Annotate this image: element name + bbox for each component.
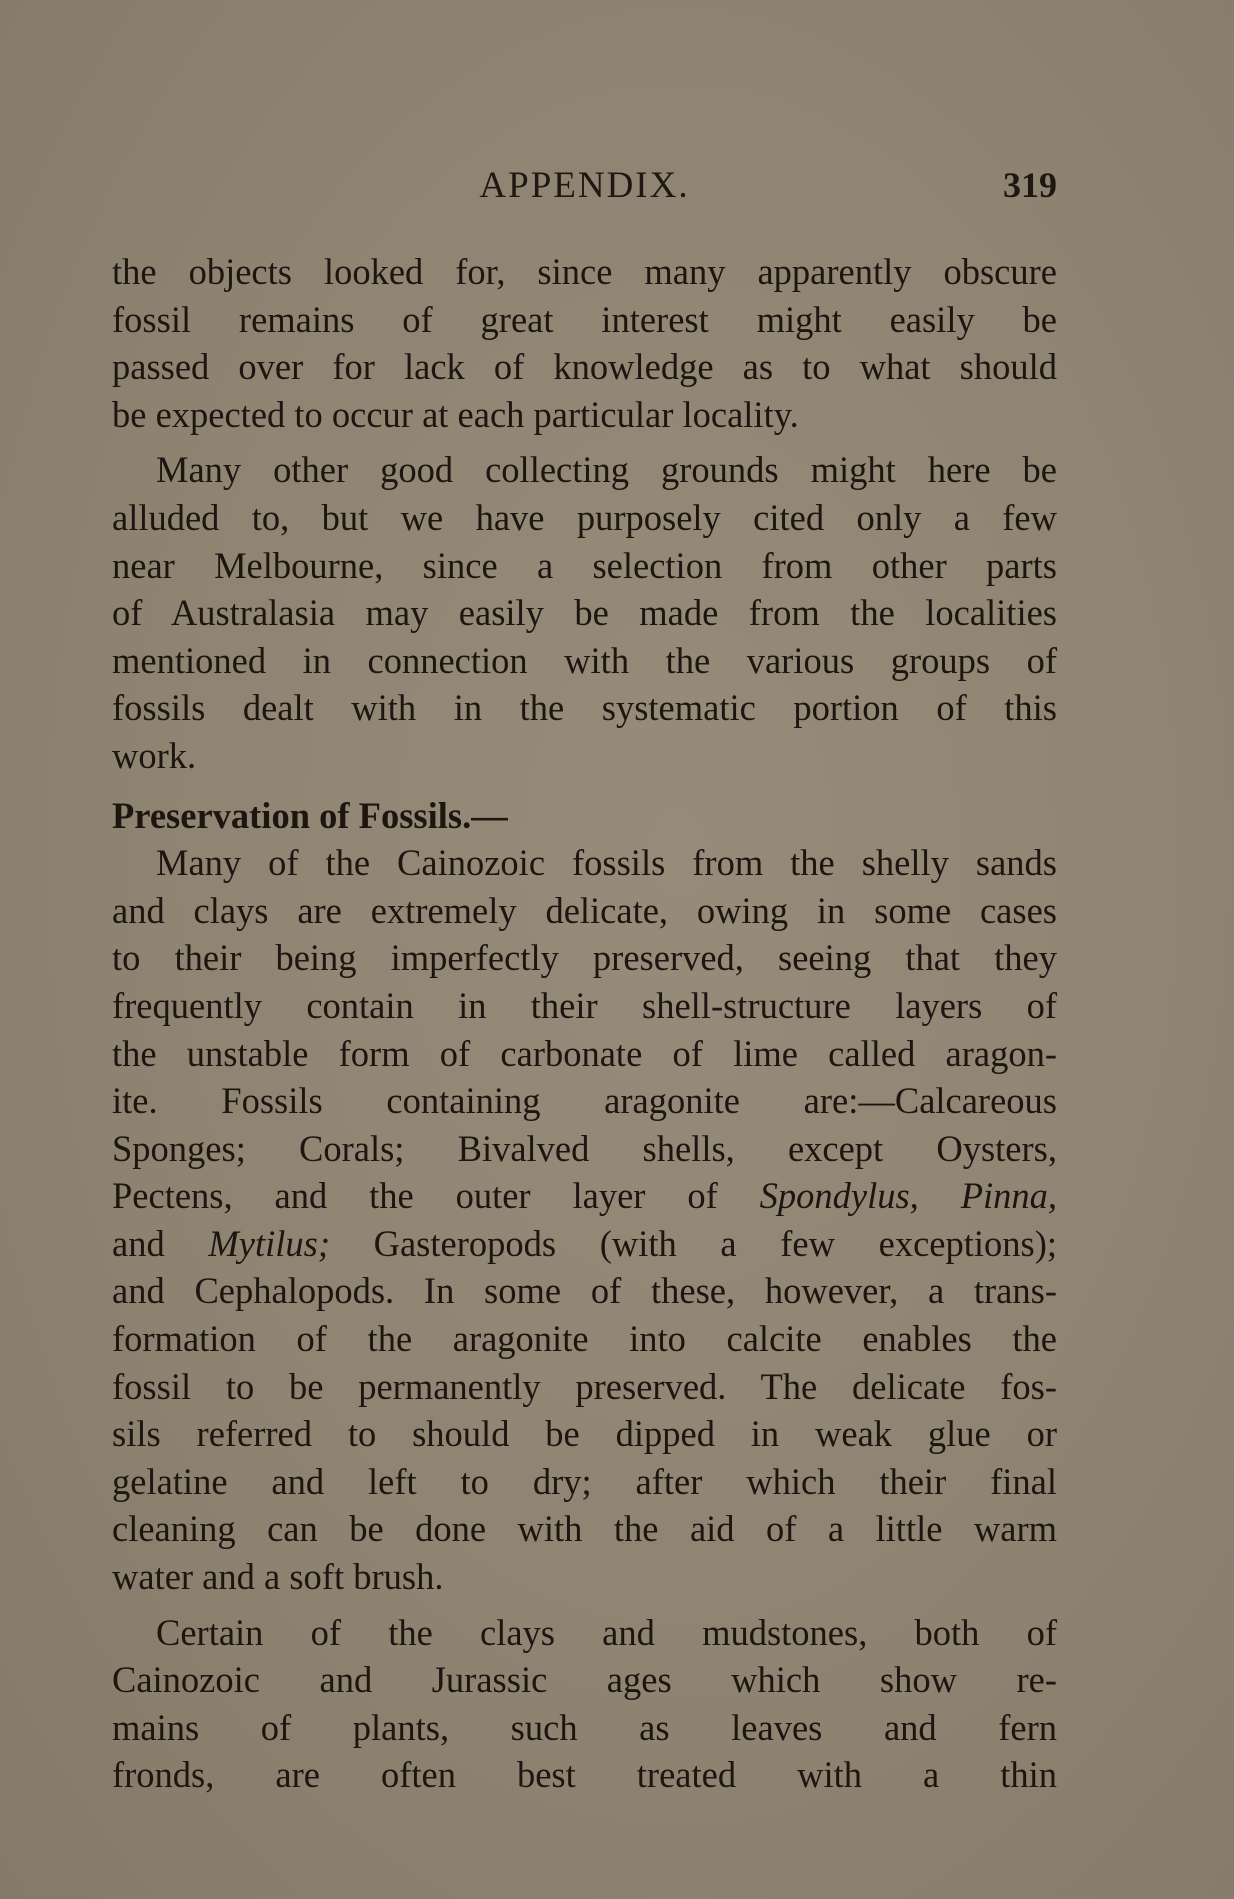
- text-run: and: [112, 1222, 209, 1264]
- text-line: be expected to occur at each particular locality.: [112, 393, 799, 435]
- text-line: water and a soft brush.: [112, 1556, 444, 1598]
- text-line: fossils dealt with in the systematic portion of this: [112, 687, 1057, 729]
- text-line: cleaning can be done with the aid of a little warm: [112, 1508, 1057, 1550]
- text-line: [112, 1220, 1057, 1268]
- text-run: Pectens, and the outer layer of: [112, 1175, 760, 1217]
- text-line: near Melbourne, since a selection from other parts: [112, 544, 1057, 586]
- text-line: mains of plants, such as leaves and fern: [112, 1706, 1057, 1748]
- page-body: [112, 248, 1057, 1799]
- text-line: fossil remains of great interest might easily be: [112, 298, 1057, 340]
- text-line: Many of the Cainozoic fossils from the shelly sands: [156, 842, 1057, 884]
- text-line: alluded to, but we have purposely cited only a few: [112, 496, 1057, 538]
- running-title: APPENDIX.: [479, 165, 690, 206]
- paragraph-objects-looked-for: [112, 248, 1057, 438]
- text-line: work.: [112, 734, 197, 776]
- text-line: sils referred to should be dipped in weak glue or: [112, 1413, 1057, 1455]
- text-line: Certain of the clays and mudstones, both of: [156, 1611, 1057, 1653]
- paragraph-clays-mudstones: [112, 1609, 1057, 1799]
- text-line: formation of the aragonite into calcite enables the: [112, 1318, 1057, 1360]
- text-line: Sponges; Corals; Bivalved shells, except Oysters,: [112, 1127, 1057, 1169]
- text-line: of Australasia may easily be made from the localities: [112, 592, 1057, 634]
- text-line: fossil to be permanently preserved. The delicate fos-: [112, 1365, 1057, 1407]
- genus-name-italic: Mytilus;: [208, 1222, 330, 1264]
- text-line: the objects looked for, since many apparently obscure: [112, 251, 1057, 292]
- text-line: ite. Fossils containing aragonite are:—Calcareous: [112, 1080, 1057, 1122]
- paragraph-collecting-grounds: [112, 446, 1057, 779]
- genus-name-italic: Spondylus, Pinna,: [759, 1175, 1058, 1217]
- text-line: fronds, are often best treated with a thin: [112, 1754, 1057, 1796]
- text-line: to their being imperfectly preserved, seeing that they: [112, 937, 1057, 979]
- text-line: frequently contain in their shell-structure layers of: [112, 984, 1057, 1026]
- text-line: [112, 1172, 1057, 1220]
- text-line: and Cephalopods. In some of these, however, a trans-: [112, 1270, 1057, 1312]
- text-line: the unstable form of carbonate of lime called aragon-: [112, 1032, 1057, 1074]
- page-number: 319: [1003, 165, 1057, 205]
- text-run: Gasteropods (with a few exceptions);: [329, 1222, 1057, 1264]
- text-line: Many other good collecting grounds might here be: [156, 449, 1057, 491]
- section-heading: Preservation of Fossils.—: [112, 794, 508, 836]
- page-header: [112, 164, 1057, 212]
- text-line: mentioned in connection with the various groups of: [112, 639, 1057, 681]
- paragraph-cainozoic-fossils: [112, 839, 1057, 1601]
- text-line: gelatine and left to dry; after which their final: [112, 1460, 1057, 1502]
- text-line: and clays are extremely delicate, owing in some cases: [112, 889, 1057, 931]
- text-line: Cainozoic and Jurassic ages which show re-: [112, 1659, 1057, 1701]
- text-line: passed over for lack of knowledge as to what should: [112, 346, 1057, 388]
